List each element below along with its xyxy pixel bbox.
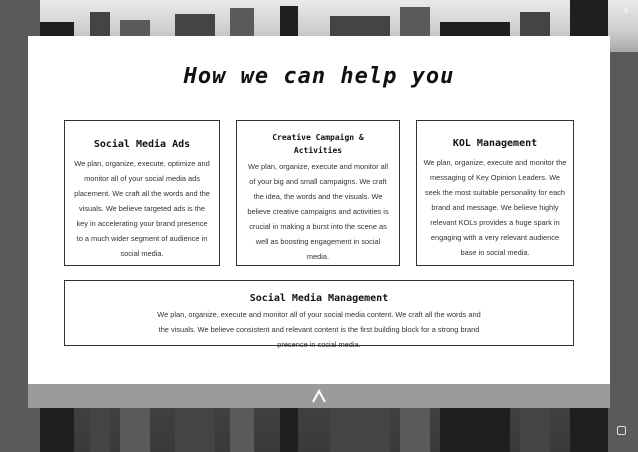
up-arrow-icon[interactable] (311, 389, 327, 403)
card-kol-management (416, 120, 574, 266)
card-social-media-ads (64, 120, 220, 266)
card-body: We plan, organize, execute and monitor all of your big and small campaigns. We craft the idea, the words and the visuals. We believe creative campaigns and activities is crucial in making a burst into the scene as well as boosting engagement in social media. (247, 162, 389, 261)
card-heading: Social Media Management (249, 293, 389, 304)
card-heading: Creative Campaign & Activities (272, 133, 364, 155)
bottom-bar (28, 384, 610, 408)
card-social-media-management (64, 280, 574, 349)
slide-number: 6 (624, 8, 628, 15)
card-body: We plan, organize, execute and monitor all of your social media content. We craft all the words and the visuals. We believe consistent and relevant content is the first building block for a strong brand presence in social media. (157, 310, 481, 349)
card-body: We plan, organize, execute, optimize and monitor all of your social media ads placement. We craft all the words and the visuals. We believe targeted ads is the key in accelerating your brand presence to a much wider segment of audience in social media. (74, 159, 210, 258)
page-title: How we can help you (183, 64, 455, 89)
card-heading: Social Media Ads (93, 139, 191, 150)
logo-icon (617, 426, 626, 435)
card-creative-campaign (236, 120, 400, 266)
card-body: We plan, organize, execute and monitor the messaging of Key Opinion Leaders. We seek the most suitable personality for each brand and message. We believe highly relevant KOLs provides a huge spark in engaging with a very relevant audience base in social media. (423, 158, 567, 257)
footer-brand (617, 426, 626, 435)
card-heading: KOL Management (452, 138, 538, 149)
